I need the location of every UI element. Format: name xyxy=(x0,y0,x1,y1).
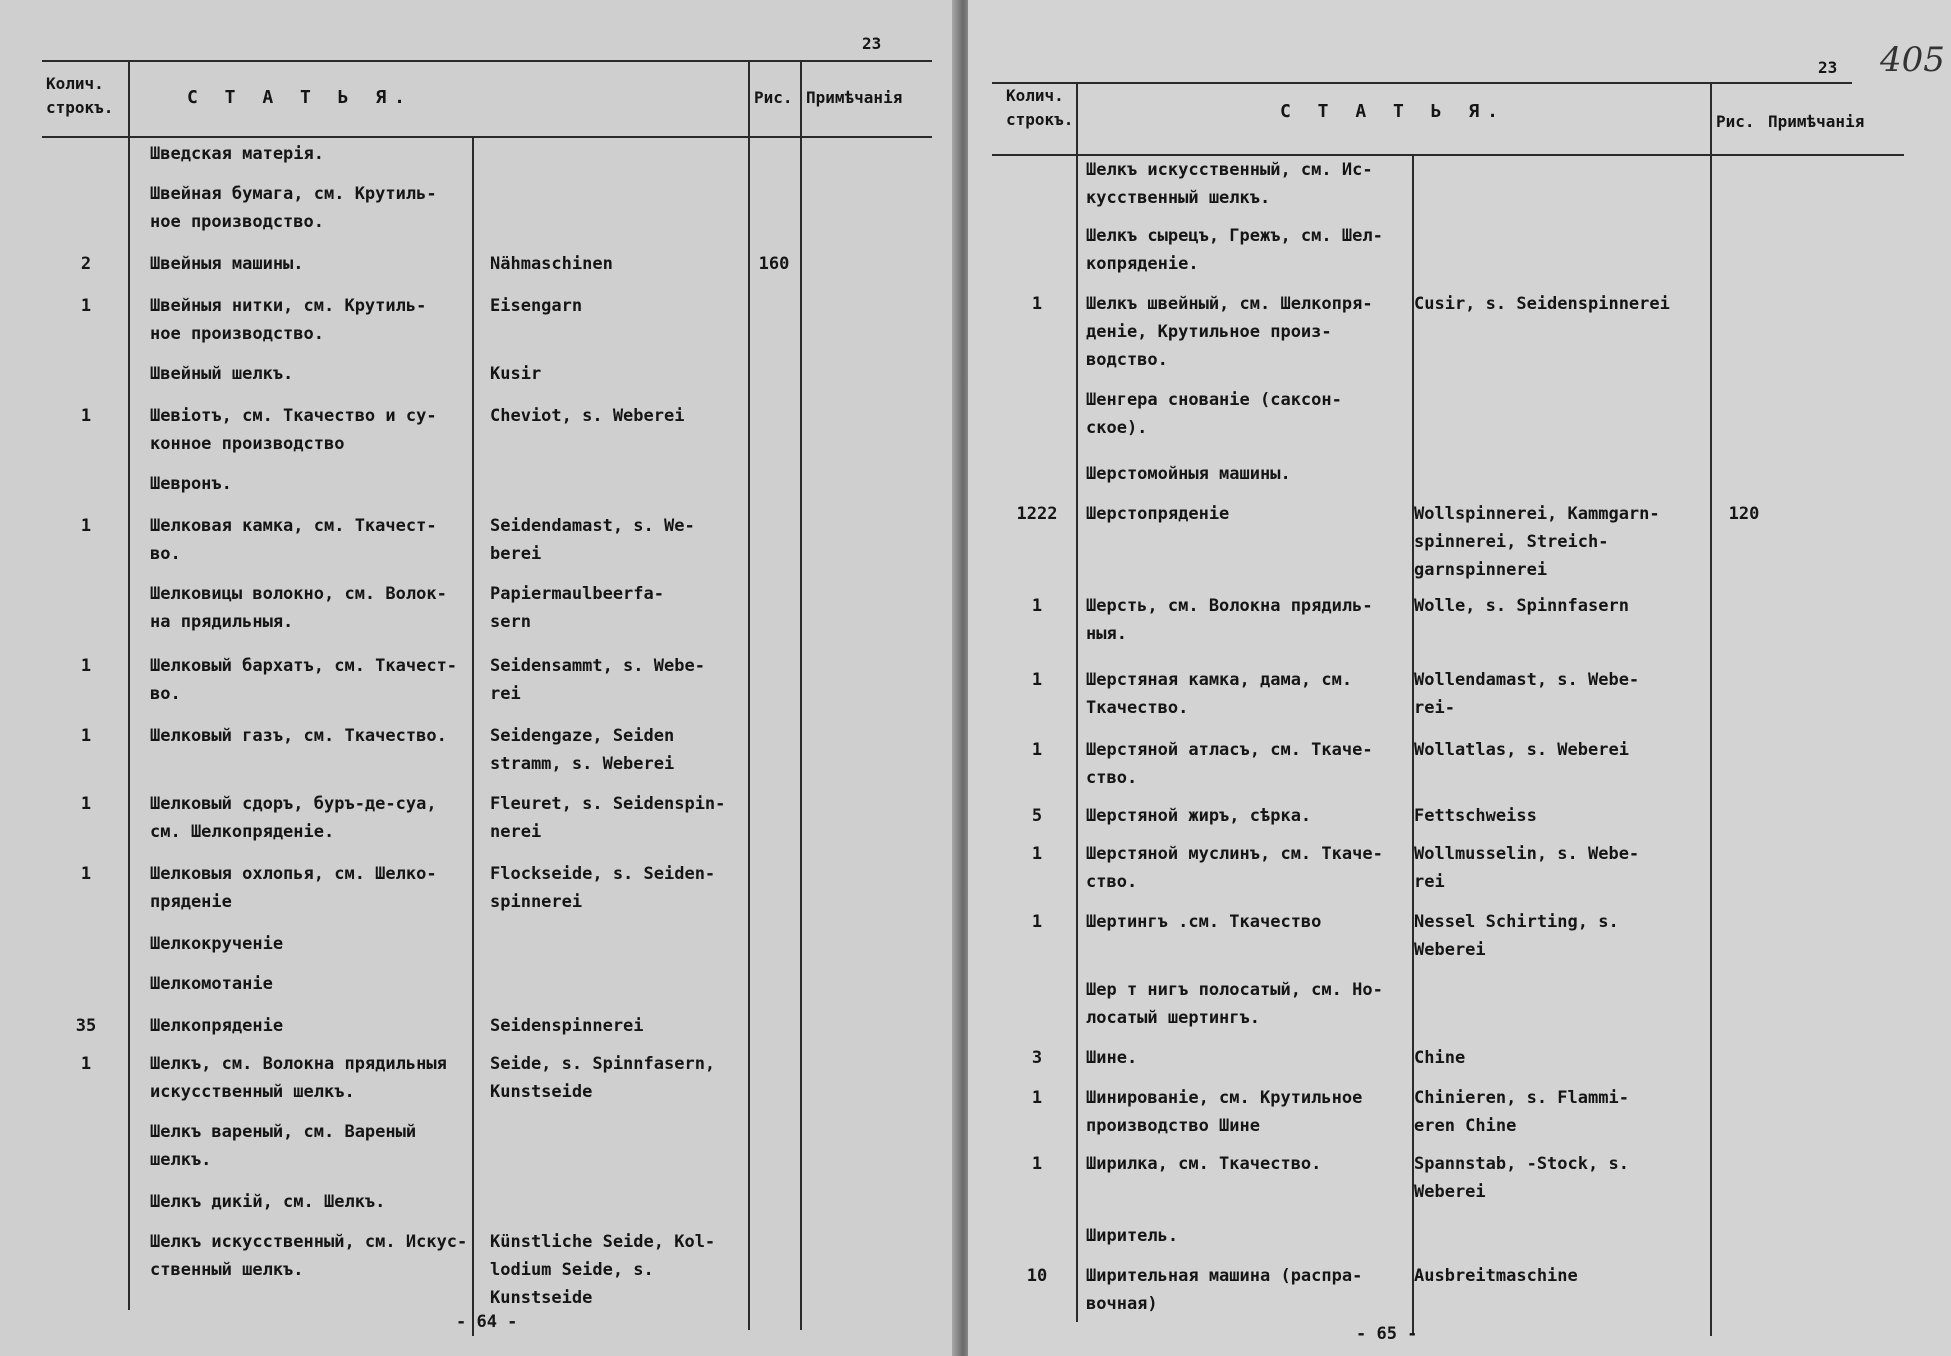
row-german: Eisengarn xyxy=(490,296,583,316)
row-article: Шелкъ швейный, см. Шелкопря- деніе, Крутильное произ- водство. xyxy=(1086,294,1373,370)
row-german: Wollatlas, s. Weberei xyxy=(1414,740,1629,760)
row-article: Швейныя нитки, см. Крутиль- ное производство. xyxy=(150,296,427,344)
row-qty: 3 xyxy=(1031,1048,1043,1068)
header-qty: Колич. строкъ. xyxy=(1006,86,1074,129)
right-page xyxy=(968,0,1951,1356)
row-qty: 1 xyxy=(80,296,92,316)
row-article: Швейная бумага, см. Крутиль- ное производство. xyxy=(150,184,437,232)
row-article: Швейныя машины. xyxy=(150,254,304,274)
row-german: Chinieren, s. Flammi- eren Chine xyxy=(1414,1088,1629,1136)
row-qty: 1 xyxy=(1031,294,1043,314)
row-german: Seide, s. Spinnfasern, Kunstseide xyxy=(490,1054,716,1102)
row-qty: 1222 xyxy=(1016,504,1058,524)
row-qty: 1 xyxy=(80,794,92,814)
row-german: Seidenspinnerei xyxy=(490,1016,644,1036)
page-number-top: 23 xyxy=(1818,58,1838,77)
left-page xyxy=(0,0,958,1356)
row-article: Шенгера снованіе (саксон- ское). xyxy=(1086,390,1342,438)
row-german: Nähmaschinen xyxy=(490,254,613,274)
row-article: Шерстяной атласъ, см. Ткаче- ство. xyxy=(1086,740,1373,788)
row-qty: 1 xyxy=(1031,1088,1043,1108)
page-footer: - 64 - xyxy=(456,1312,518,1332)
row-qty: 1 xyxy=(1031,912,1043,932)
row-qty: 1 xyxy=(80,864,92,884)
row-german: Chine xyxy=(1414,1048,1466,1068)
row-ris: 120 xyxy=(1728,504,1760,524)
row-article: Шертингъ .см. Ткачество xyxy=(1086,912,1322,932)
row-ris: 160 xyxy=(758,254,790,274)
row-german: Cheviot, s. Weberei xyxy=(490,406,685,426)
row-german: Wollspinnerei, Kammgarn- spinnerei, Streich- garnspinnerei xyxy=(1414,504,1660,580)
row-article: Шерстяная камка, дама, см. Ткачество. xyxy=(1086,670,1353,718)
row-article: Шелковый сдоръ, буръ-де-суа, см. Шелкопряденіе. xyxy=(150,794,437,842)
column-rule xyxy=(128,60,130,1310)
row-qty: 1 xyxy=(1031,1154,1043,1174)
row-article: Шелковыя охлопья, см. Шелко- пряденіе xyxy=(150,864,437,912)
column-rule xyxy=(1710,82,1712,1336)
row-german: Spannstab, -Stock, s. Weberei xyxy=(1414,1154,1629,1202)
row-article: Шерстяной муслинъ, см. Ткаче- ство. xyxy=(1086,844,1383,892)
row-article: Шерстяной жиръ, сѣрка. xyxy=(1086,806,1312,826)
row-german: Ausbreitmaschine xyxy=(1414,1266,1578,1286)
row-article: Шелкомотаніе xyxy=(150,974,273,994)
row-qty: 1 xyxy=(1031,596,1043,616)
row-german: Seidengaze, Seiden stramm, s. Weberei xyxy=(490,726,675,774)
row-article: Шевронъ. xyxy=(150,474,232,494)
row-qty: 35 xyxy=(75,1016,97,1036)
row-article: Шелкъ дикій, см. Шелкъ. xyxy=(150,1192,386,1212)
table-top-rule xyxy=(42,60,932,62)
row-qty: 10 xyxy=(1026,1266,1048,1286)
table-top-rule xyxy=(992,82,1852,84)
row-german: Kusir xyxy=(490,364,542,384)
row-german: Fleuret, s. Seidenspin- nerei xyxy=(490,794,726,842)
row-german: Flockseide, s. Seiden- spinnerei xyxy=(490,864,716,912)
page-footer: - 65 - xyxy=(1356,1324,1418,1344)
row-german: Wolle, s. Spinnfasern xyxy=(1414,596,1629,616)
row-qty: 1 xyxy=(80,516,92,536)
row-article: Ширитель. xyxy=(1086,1226,1179,1246)
row-german: Papiermaulbeerfa- sern xyxy=(490,584,664,632)
header-qty: Колич. строкъ. xyxy=(46,74,114,117)
row-article: Шелкъ, см. Волокна прядильныя искусственный шелкъ. xyxy=(150,1054,447,1102)
row-article: Шерсть, см. Волокна прядиль- ныя. xyxy=(1086,596,1373,644)
row-article: Шелковицы волокно, см. Волок- на прядильныя. xyxy=(150,584,447,632)
row-german: Seidensammt, s. Webe- rei xyxy=(490,656,705,704)
row-article: Шер т нигъ полосатый, см. Но- лосатый шертингъ. xyxy=(1086,980,1383,1028)
row-article: Шелкъ искусственный, см. Искус- ственный шелкъ. xyxy=(150,1232,468,1280)
row-article: Шевіотъ, см. Ткачество и су- конное производство xyxy=(150,406,437,454)
column-rule xyxy=(1076,82,1078,1322)
row-article: Шелкъ искусственный, см. Ис- кусственный шелкъ. xyxy=(1086,160,1373,208)
row-article: Шелковая камка, см. Ткачест- во. xyxy=(150,516,437,564)
row-qty: 1 xyxy=(80,726,92,746)
page-number-top: 23 xyxy=(862,34,882,53)
header-notes: Примѣчанія xyxy=(1768,112,1865,131)
row-article: Шелковый газъ, см. Ткачество. xyxy=(150,726,447,746)
row-german: Nessel Schirting, s. Weberei xyxy=(1414,912,1619,960)
header-bottom-rule xyxy=(42,136,932,138)
row-article: Шелкопряденіе xyxy=(150,1016,284,1036)
row-german: Künstliche Seide, Kol- lodium Seide, s. Kunstseide xyxy=(490,1232,716,1308)
row-german: Fettschweiss xyxy=(1414,806,1537,826)
row-qty: 1 xyxy=(1031,844,1043,864)
handwritten-page-number: 405 xyxy=(1880,40,1945,80)
row-german: Wollmusselin, s. Webe- rei xyxy=(1414,844,1640,892)
row-qty: 1 xyxy=(1031,740,1043,760)
column-rule xyxy=(800,60,802,1330)
header-notes: Примѣчанія xyxy=(806,88,903,107)
row-article: Шерстомойныя машины. xyxy=(1086,464,1291,484)
row-article: Шелковый бархатъ, см. Ткачест- во. xyxy=(150,656,458,704)
row-article: Шелкъ вареный, см. Вареный шелкъ. xyxy=(150,1122,417,1170)
column-rule xyxy=(472,136,474,1336)
row-german: Wollendamast, s. Webe- rei- xyxy=(1414,670,1640,718)
row-article: Швейный шелкъ. xyxy=(150,364,294,384)
row-qty: 1 xyxy=(1031,670,1043,690)
header-ris: Рис. xyxy=(1716,112,1755,131)
row-article: Шерстопряденіе xyxy=(1086,504,1230,524)
row-qty: 5 xyxy=(1031,806,1043,826)
row-qty: 2 xyxy=(80,254,92,274)
row-qty: 1 xyxy=(80,656,92,676)
row-article: Шведская матерія. xyxy=(150,144,324,164)
header-article: С Т А Т Ь Я. xyxy=(1279,101,1507,122)
header-article: С Т А Т Ь Я. xyxy=(186,87,414,108)
row-german: Cusir, s. Seidenspinnerei xyxy=(1414,294,1670,314)
row-article: Шелкъ сырецъ, Грежъ, см. Шел- копряденіе. xyxy=(1086,226,1383,274)
row-article: Шелкокрученіе xyxy=(150,934,284,954)
row-german: Seidendamast, s. We- berei xyxy=(490,516,695,564)
row-article: Ширительная машина (распра- вочная) xyxy=(1086,1266,1363,1314)
row-qty: 1 xyxy=(80,1054,92,1074)
row-article: Шинированіе, см. Крутильное производство Шине xyxy=(1086,1088,1363,1136)
row-article: Ширилка, см. Ткачество. xyxy=(1086,1154,1322,1174)
row-qty: 1 xyxy=(80,406,92,426)
header-ris: Рис. xyxy=(754,88,793,107)
row-article: Шине. xyxy=(1086,1048,1138,1068)
